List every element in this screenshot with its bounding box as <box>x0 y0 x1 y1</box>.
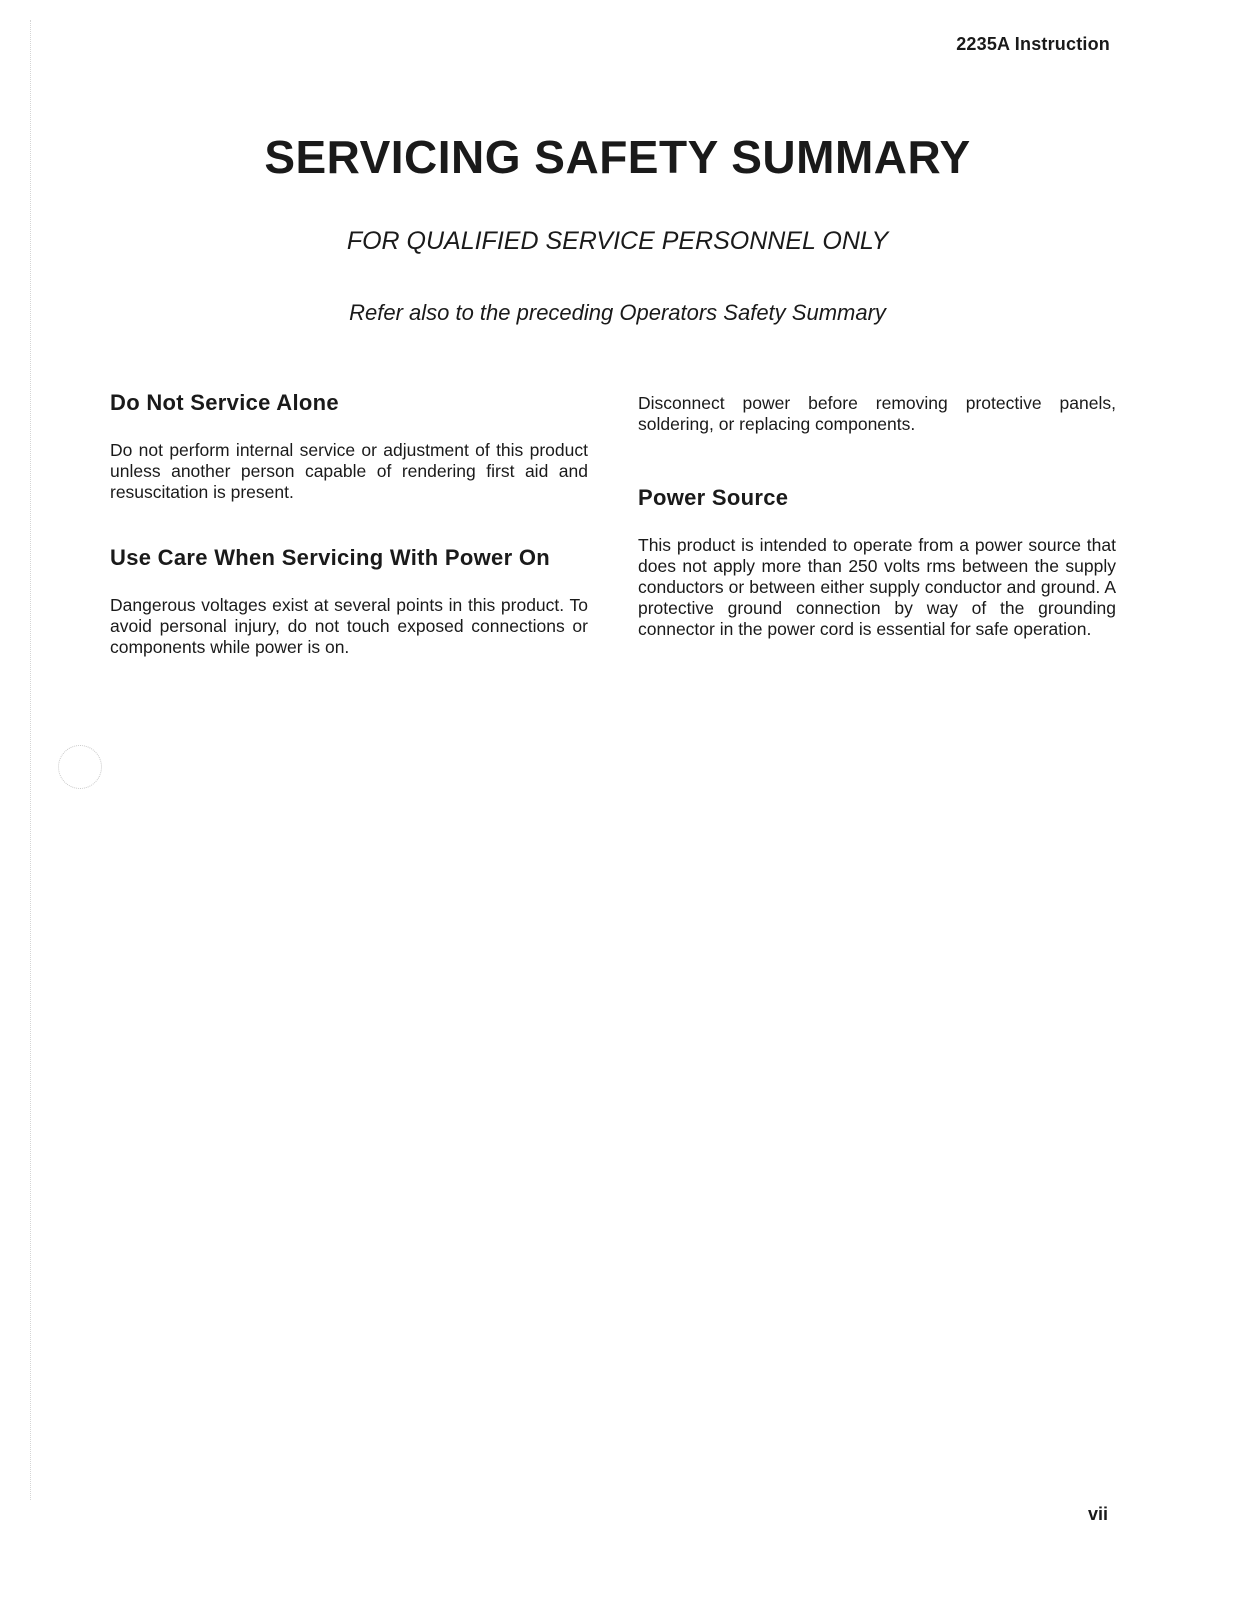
section-heading-use-care-power-on: Use Care When Servicing With Power On <box>110 545 550 570</box>
left-column <box>110 390 588 700</box>
section-heading-power-source: Power Source <box>638 485 789 510</box>
section-body-power-source: This product is intended to operate from a power source that does not apply more than 250 volts rms between the supply conductors or between either supply conductor and ground. A protective ground connection by way of the grounding connector in the power cord is essential for safe operation. <box>638 535 1116 639</box>
section-heading-do-not-service-alone: Do Not Service Alone <box>110 390 339 415</box>
reference-note: Refer also to the preceding Operators Safety Summary <box>349 300 886 325</box>
scan-artifact <box>58 745 102 789</box>
page-number: vii <box>1087 1504 1108 1524</box>
page-title: SERVICING SAFETY SUMMARY <box>264 131 971 183</box>
section-body-do-not-service-alone: Do not perform internal service or adjustment of this product unless another person capable of rendering first aid and resuscitation is present. <box>110 440 588 502</box>
document-reference: 2235A Instruction <box>956 34 1110 54</box>
right-column <box>638 390 1116 682</box>
page-subtitle: FOR QUALIFIED SERVICE PERSONNEL ONLY <box>346 227 889 255</box>
section-body-use-care-power-on: Dangerous voltages exist at several points in this product. To avoid personal injury, do not touch exposed connections or components while power is on. <box>110 595 588 657</box>
disconnect-power-paragraph: Disconnect power before removing protective panels, soldering, or replacing components. <box>638 393 1116 434</box>
